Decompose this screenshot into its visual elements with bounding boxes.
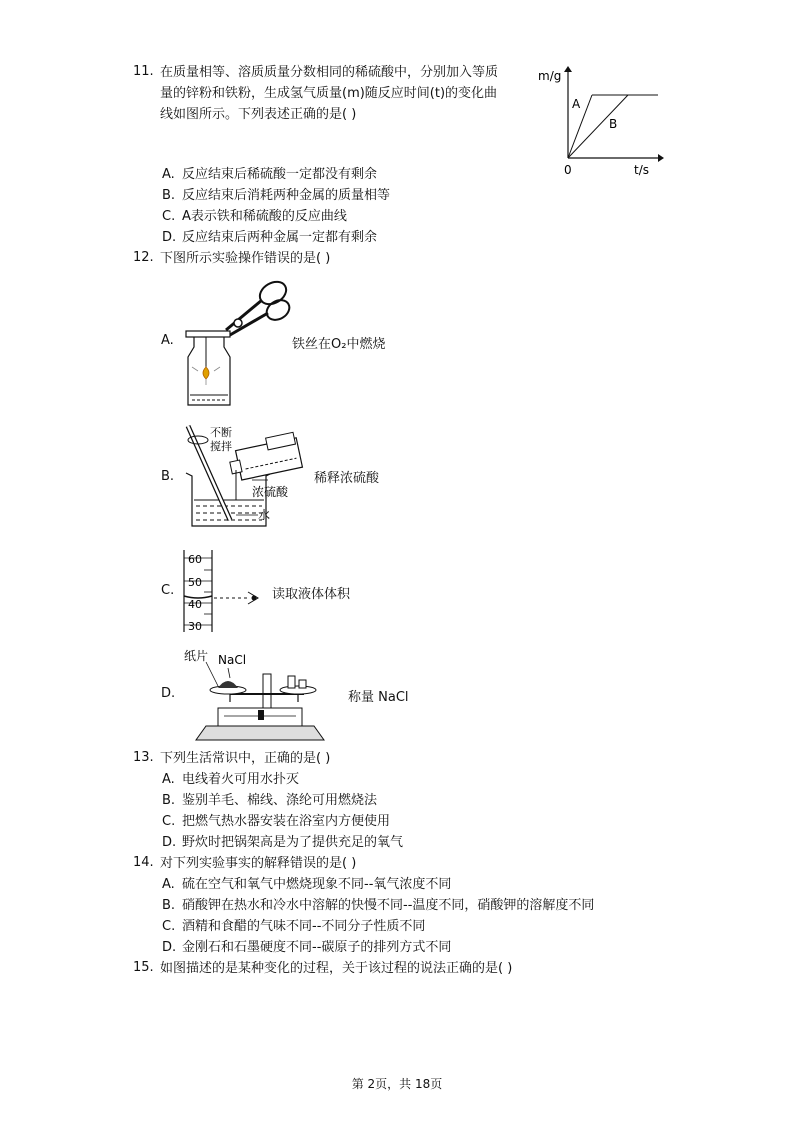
iron-burning-figure [178, 275, 298, 410]
q11-stem-line1: 在质量相等、溶质质量分数相同的稀硫酸中，分别加入等质 [160, 65, 499, 80]
q13-option-c: C. 把燃气热水器安装在浴室内方便使用 [162, 814, 391, 829]
q12-option-b-label: B. [161, 469, 175, 484]
q11-option-a: A. 反应结束后稀硫酸一定都没有剩余 [162, 167, 378, 182]
q11-stem-line2: 量的锌粉和铁粉，生成氢气质量(m)随反应时间(t)的变化曲 [160, 86, 498, 101]
tick-40: 40 [188, 598, 202, 611]
q11-option-d: D. 反应结束后两种金属一定都有剩余 [162, 230, 378, 245]
graph-curve-b-label: B [609, 117, 618, 131]
graph-y-label: m/g [538, 69, 562, 83]
q11-option-b: B. 反应结束后消耗两种金属的质量相等 [162, 188, 391, 203]
q14-stem: 对下列实验事实的解释错误的是( ) [160, 856, 357, 871]
q13-stem: 下列生活常识中，正确的是( ) [160, 751, 331, 766]
q13-option-d: D. 野炊时把锅架高是为了提供充足的氧气 [162, 835, 404, 850]
cylinder-figure [178, 546, 278, 636]
dilute-acid-figure [178, 418, 308, 533]
graph-x-label: t/s [634, 163, 649, 177]
nacl-note: NaCl [218, 653, 247, 667]
q14-option-d: D. 金刚石和石墨硬度不同--碳原子的排列方式不同 [162, 940, 452, 955]
tick-50: 50 [188, 576, 202, 589]
stir-note-1: 不断 [210, 426, 232, 439]
q13-option-a: A. 电线着火可用水扑灭 [162, 772, 300, 787]
acid-note: 浓硫酸 [252, 485, 289, 499]
graph-curve-a-label: A [572, 97, 581, 111]
page-footer: 第 2页，共 18页 [351, 1077, 443, 1091]
q12-option-d-caption: 称量 NaCl [348, 690, 409, 705]
q12-option-a-label: A. [161, 333, 174, 348]
q15-stem: 如图描述的是某种变化的过程，关于该过程的说法正确的是( ) [160, 961, 513, 976]
q12-option-c-label: C. [161, 583, 175, 598]
q15-number: 15. [133, 960, 154, 975]
q12-option-a-caption: 铁丝在O₂中燃烧 [292, 337, 386, 352]
stir-note-2: 搅拌 [210, 440, 232, 453]
q12-option-c-caption: 读取液体体积 [272, 587, 351, 602]
q11-number: 11. [133, 64, 154, 79]
q14-option-a: A. 硫在空气和氧气中燃烧现象不同--氧气浓度不同 [162, 877, 452, 892]
tick-30: 30 [188, 620, 202, 633]
q12-option-d-label: D. [161, 686, 176, 701]
q12-option-b-caption: 稀释浓硫酸 [314, 471, 380, 486]
q11-graph [530, 62, 670, 180]
paper-note: 纸片 [184, 649, 209, 663]
tick-60: 60 [188, 553, 202, 566]
q13-option-b: B. 鉴别羊毛、棉线、涤纶可用燃烧法 [162, 793, 378, 808]
q13-number: 13. [133, 750, 154, 765]
q11-option-c: C. A表示铁和稀硫酸的反应曲线 [162, 209, 347, 224]
q14-option-b: B. 硝酸钾在热水和冷水中溶解的快慢不同--温度不同，硝酸钾的溶解度不同 [162, 898, 595, 913]
q12-number: 12. [133, 250, 154, 265]
balance-figure [178, 644, 338, 744]
q14-option-c: C. 酒精和食醋的气味不同--不同分子性质不同 [162, 919, 426, 934]
water-note: 水 [258, 508, 271, 522]
q11-stem-line3: 线如图所示。下列表述正确的是( ) [160, 107, 357, 122]
graph-origin: 0 [564, 163, 572, 177]
q14-number: 14. [133, 855, 154, 870]
q12-stem: 下图所示实验操作错误的是( ) [160, 251, 331, 266]
